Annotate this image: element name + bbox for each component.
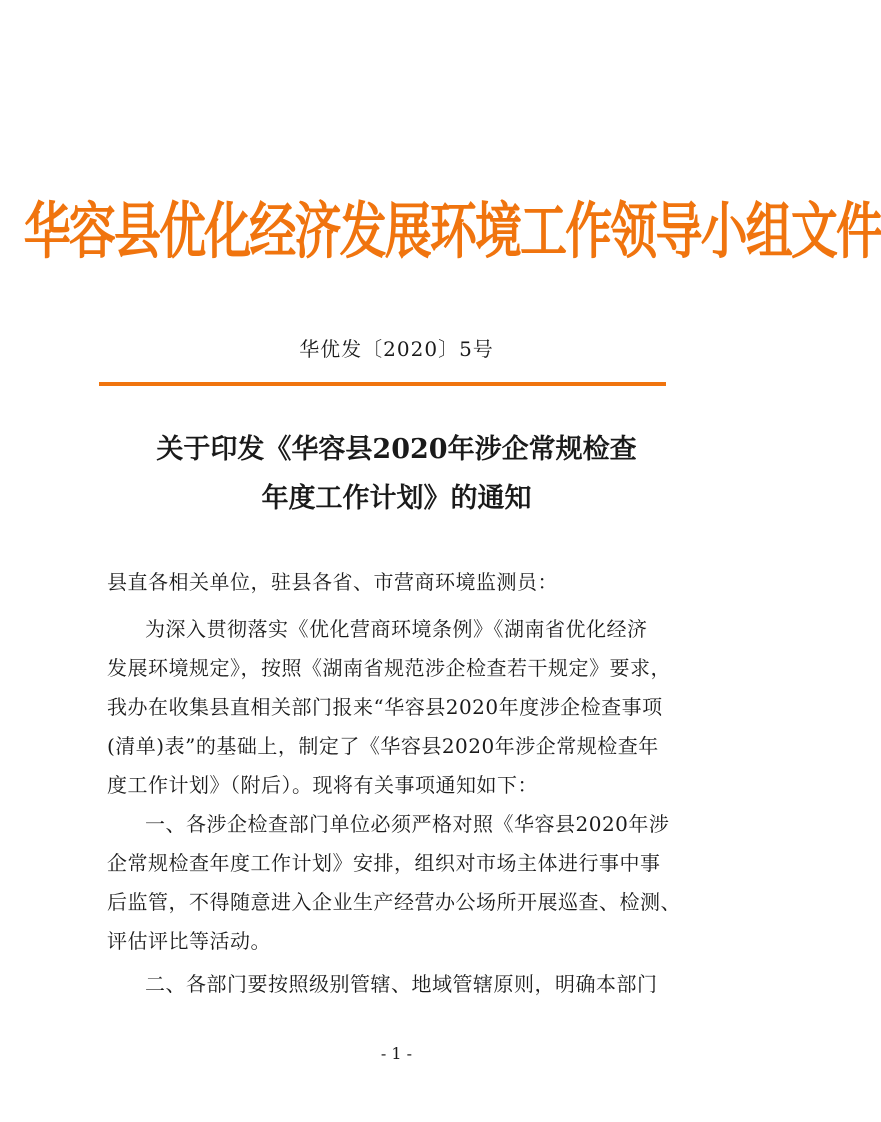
document-org-title: 华容县优化经济发展环境工作领导小组文件 [23, 195, 881, 267]
document-number: 华优发〔2020〕5号 [299, 337, 494, 361]
body-line: 我办在收集县直相关部门报来“华容县2020年度涉企检查事项 [107, 695, 663, 719]
body-line: 后监管，不得随意进入企业生产经营办公场所开展巡查、检测、 [107, 890, 681, 914]
salutation: 县直各相关单位，驻县各省、市营商环境监测员： [107, 570, 558, 594]
body-line: 二、各部门要按照级别管辖、地域管辖原则，明确本部门 [145, 972, 658, 996]
notice-title-line-1: 关于印发《华容县2020年涉企常规检查 [156, 434, 637, 465]
body-line: 发展环境规定》，按照《湖南省规范涉企检查若干规定》要求， [107, 656, 671, 680]
body-line: 为深入贯彻落实《优化营商环境条例》《湖南省优化经济 [145, 617, 648, 641]
body-line: 度工作计划》（附后）。现将有关事项通知如下： [107, 773, 538, 797]
header-divider-rule [99, 382, 666, 386]
body-line: 评估评比等活动。 [107, 929, 271, 953]
notice-title-line-2: 年度工作计划》的通知 [261, 483, 532, 514]
body-line: 一、各涉企检查部门单位必须严格对照《华容县2020年涉 [145, 812, 670, 836]
page-number: - 1 - [380, 1044, 413, 1063]
body-line: (清单)表”的基础上，制定了《华容县2020年涉企常规检查年 [107, 734, 659, 758]
body-line: 企常规检查年度工作计划》安排，组织对市场主体进行事中事 [107, 851, 661, 875]
